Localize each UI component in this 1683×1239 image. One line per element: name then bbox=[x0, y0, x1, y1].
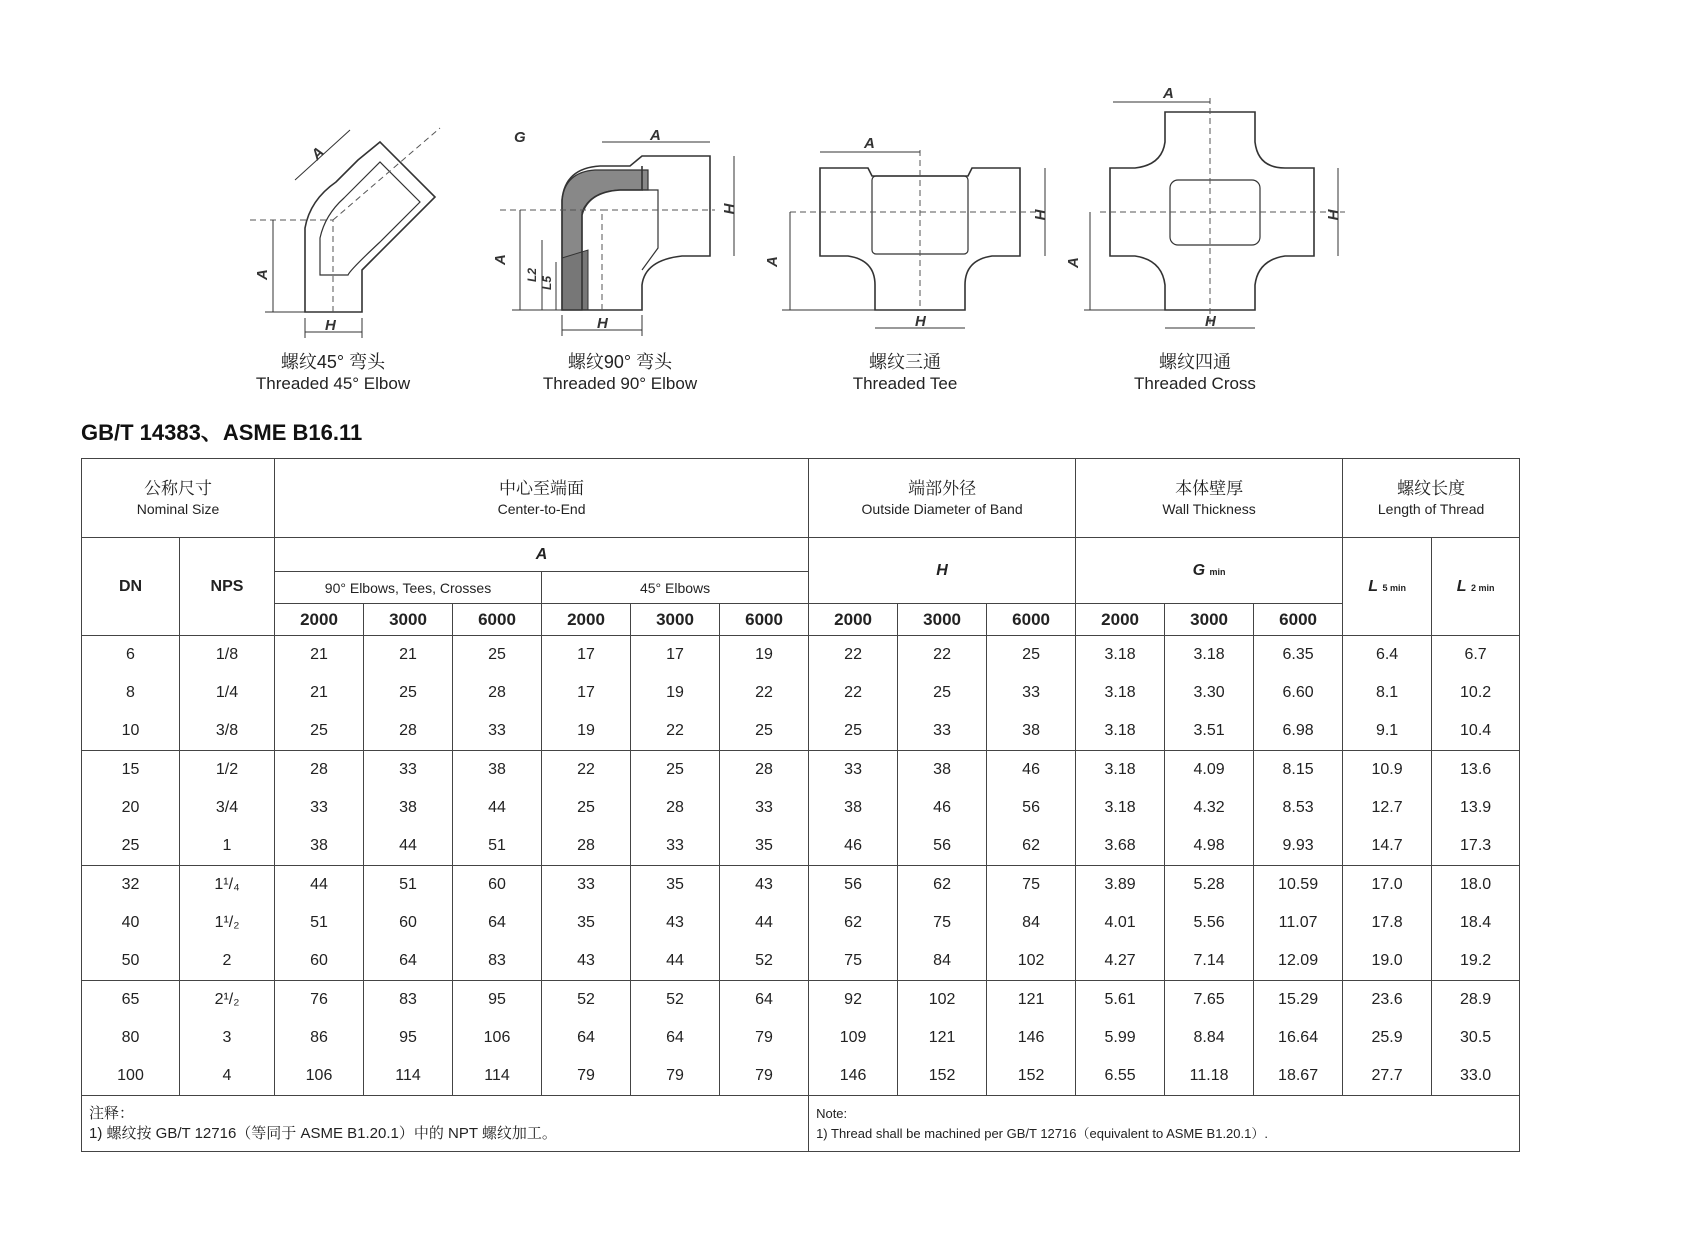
table-cell: 11.18 bbox=[1165, 1057, 1254, 1096]
table-cell: 52 bbox=[720, 942, 809, 981]
table-cell: 1/8 bbox=[180, 636, 275, 675]
table-cell: 44 bbox=[275, 866, 364, 905]
dim-l5: L5 bbox=[540, 275, 554, 290]
header-zh: 螺纹长度 bbox=[1397, 479, 1466, 498]
table-cell: 1/2 bbox=[180, 751, 275, 790]
table-cell: 10.9 bbox=[1343, 751, 1432, 790]
header-class-2: 6000 bbox=[453, 604, 542, 636]
header-en: Length of Thread bbox=[1377, 501, 1485, 517]
header-zh: 端部外径 bbox=[908, 479, 977, 498]
table-cell: 102 bbox=[898, 981, 987, 1020]
table-cell: 19 bbox=[720, 636, 809, 675]
table-cell: 62 bbox=[898, 866, 987, 905]
table-cell: 10.4 bbox=[1432, 712, 1520, 751]
table-cell: 25 bbox=[809, 712, 898, 751]
table-cell: 4.32 bbox=[1165, 789, 1254, 827]
dimension-table bbox=[81, 458, 1520, 1152]
table-cell: 52 bbox=[631, 981, 720, 1020]
table-row bbox=[82, 1057, 1520, 1096]
table-cell: 33 bbox=[898, 712, 987, 751]
table-cell: 5.61 bbox=[1076, 981, 1165, 1020]
caption-90-elbow bbox=[515, 352, 725, 394]
header-nominal-size bbox=[82, 459, 275, 538]
table-cell: 121 bbox=[987, 981, 1076, 1020]
table-cell: 33 bbox=[275, 789, 364, 827]
table-cell: 25 bbox=[453, 636, 542, 675]
table-cell: 79 bbox=[631, 1057, 720, 1096]
table-cell: 64 bbox=[542, 1019, 631, 1057]
table-cell: 6.98 bbox=[1254, 712, 1343, 751]
figure-45-elbow bbox=[240, 120, 460, 350]
table-cell: 17 bbox=[631, 636, 720, 675]
dim-h: H bbox=[325, 317, 336, 334]
table-cell: 84 bbox=[898, 942, 987, 981]
table-cell: 62 bbox=[809, 904, 898, 942]
table-cell: 8.1 bbox=[1343, 674, 1432, 712]
figure-tee bbox=[764, 130, 1060, 350]
table-cell: 22 bbox=[631, 712, 720, 751]
table-cell: 15 bbox=[82, 751, 180, 790]
caption-en: Threaded Tee bbox=[852, 374, 958, 393]
table-cell: 18.0 bbox=[1432, 866, 1520, 905]
note-zh-line: 1) 螺纹按 GB/T 12716（等同于 ASME B1.20.1）中的 NPT 螺纹加工。 bbox=[89, 1125, 557, 1142]
table-cell: 46 bbox=[898, 789, 987, 827]
caption-zh: 螺纹四通 bbox=[1159, 352, 1231, 372]
table-cell: 3.18 bbox=[1076, 712, 1165, 751]
table-cell: 25 bbox=[275, 712, 364, 751]
dim-a-top: A bbox=[1163, 85, 1174, 102]
table-cell: 18.4 bbox=[1432, 904, 1520, 942]
dim-g: G bbox=[514, 129, 526, 146]
table-cell: 102 bbox=[987, 942, 1076, 981]
table-cell: 46 bbox=[809, 827, 898, 866]
dim-a-top: A bbox=[864, 135, 875, 152]
table-cell: 51 bbox=[275, 904, 364, 942]
table-cell: 44 bbox=[720, 904, 809, 942]
header-zh: 中心至端面 bbox=[499, 479, 585, 498]
table-cell: 6.60 bbox=[1254, 674, 1343, 712]
table-cell: 100 bbox=[82, 1057, 180, 1096]
dim-a-left: A bbox=[1065, 257, 1082, 268]
table-cell: 1 bbox=[180, 827, 275, 866]
table-cell: 28.9 bbox=[1432, 981, 1520, 1020]
header-en: Wall Thickness bbox=[1162, 501, 1256, 517]
table-cell: 4 bbox=[180, 1057, 275, 1096]
table-cell: 1¹/₂ bbox=[180, 904, 275, 942]
table-row bbox=[82, 942, 1520, 981]
header-class-1: 3000 bbox=[364, 604, 453, 636]
l5-subscript: 5 min bbox=[1382, 582, 1406, 593]
table-cell: 1/4 bbox=[180, 674, 275, 712]
caption-en: Threaded 45° Elbow bbox=[255, 374, 411, 393]
table-cell: 25 bbox=[364, 674, 453, 712]
caption-45-elbow bbox=[233, 352, 433, 394]
table-cell: 35 bbox=[720, 827, 809, 866]
note-en-title: Note: bbox=[816, 1106, 848, 1121]
table-cell: 3.30 bbox=[1165, 674, 1254, 712]
dim-a-left: A bbox=[492, 254, 509, 265]
table-cell: 28 bbox=[275, 751, 364, 790]
table-cell: 106 bbox=[453, 1019, 542, 1057]
table-cell: 52 bbox=[542, 981, 631, 1020]
table-cell: 32 bbox=[82, 866, 180, 905]
table-cell: 28 bbox=[542, 827, 631, 866]
table-cell: 35 bbox=[542, 904, 631, 942]
header-zh: 本体壁厚 bbox=[1175, 479, 1244, 498]
table-row bbox=[82, 981, 1520, 1020]
table-cell: 40 bbox=[82, 904, 180, 942]
table-cell: 13.9 bbox=[1432, 789, 1520, 827]
caption-zh: 螺纹45° 弯头 bbox=[280, 352, 386, 372]
table-cell: 43 bbox=[631, 904, 720, 942]
table-cell: 64 bbox=[453, 904, 542, 942]
table-cell: 6.35 bbox=[1254, 636, 1343, 675]
table-cell: 8.15 bbox=[1254, 751, 1343, 790]
caption-zh: 螺纹90° 弯头 bbox=[567, 352, 673, 372]
table-cell: 22 bbox=[898, 636, 987, 675]
table-cell: 50 bbox=[82, 942, 180, 981]
table-row bbox=[82, 866, 1520, 905]
note-en bbox=[809, 1096, 1520, 1152]
table-cell: 33 bbox=[809, 751, 898, 790]
table-cell: 15.29 bbox=[1254, 981, 1343, 1020]
header-l5-min bbox=[1343, 538, 1432, 636]
header-class-7: 3000 bbox=[898, 604, 987, 636]
table-cell: 30.5 bbox=[1432, 1019, 1520, 1057]
table-cell: 17.0 bbox=[1343, 866, 1432, 905]
header-en: Nominal Size bbox=[136, 501, 220, 517]
standard-title: GB/T 14383、ASME B16.11 bbox=[81, 420, 363, 445]
table-cell: 3/8 bbox=[180, 712, 275, 751]
table-cell: 12.7 bbox=[1343, 789, 1432, 827]
table-cell: 17 bbox=[542, 674, 631, 712]
table-cell: 10.2 bbox=[1432, 674, 1520, 712]
table-cell: 25 bbox=[720, 712, 809, 751]
table-cell: 4.27 bbox=[1076, 942, 1165, 981]
caption-en: Threaded Cross bbox=[1134, 374, 1256, 393]
header-nps: NPS bbox=[180, 538, 275, 636]
table-cell: 38 bbox=[364, 789, 453, 827]
table-cell: 56 bbox=[898, 827, 987, 866]
table-cell: 10.59 bbox=[1254, 866, 1343, 905]
table-cell: 6.4 bbox=[1343, 636, 1432, 675]
table-cell: 28 bbox=[631, 789, 720, 827]
header-center-to-end bbox=[275, 459, 809, 538]
table-cell: 22 bbox=[809, 636, 898, 675]
table-row bbox=[82, 1019, 1520, 1057]
table-cell: 4.01 bbox=[1076, 904, 1165, 942]
table-cell: 33 bbox=[631, 827, 720, 866]
caption-en: Threaded 90° Elbow bbox=[542, 374, 698, 393]
figure-cross bbox=[1065, 85, 1370, 350]
table-cell: 33 bbox=[542, 866, 631, 905]
note-zh bbox=[82, 1096, 809, 1152]
table-cell: 3.18 bbox=[1076, 751, 1165, 790]
table-cell: 75 bbox=[987, 866, 1076, 905]
table-cell: 83 bbox=[453, 942, 542, 981]
table-cell: 19 bbox=[542, 712, 631, 751]
table-cell: 43 bbox=[542, 942, 631, 981]
table-cell: 65 bbox=[82, 981, 180, 1020]
table-cell: 3.18 bbox=[1165, 636, 1254, 675]
table-cell: 114 bbox=[364, 1057, 453, 1096]
table-row bbox=[82, 712, 1520, 751]
table-cell: 28 bbox=[453, 674, 542, 712]
table-cell: 17.8 bbox=[1343, 904, 1432, 942]
dim-l2: L2 bbox=[525, 267, 539, 282]
table-cell: 25.9 bbox=[1343, 1019, 1432, 1057]
table-cell: 3.18 bbox=[1076, 674, 1165, 712]
header-class-6: 2000 bbox=[809, 604, 898, 636]
table-cell: 60 bbox=[453, 866, 542, 905]
table-cell: 92 bbox=[809, 981, 898, 1020]
table-cell: 35 bbox=[631, 866, 720, 905]
header-class-9: 2000 bbox=[1076, 604, 1165, 636]
caption-zh: 螺纹三通 bbox=[869, 352, 941, 372]
table-cell: 46 bbox=[987, 751, 1076, 790]
table-cell: 33 bbox=[987, 674, 1076, 712]
table-cell: 2¹/₂ bbox=[180, 981, 275, 1020]
table-cell: 44 bbox=[631, 942, 720, 981]
table-cell: 3.89 bbox=[1076, 866, 1165, 905]
table-cell: 33 bbox=[720, 789, 809, 827]
table-cell: 75 bbox=[898, 904, 987, 942]
dim-h-bottom: H bbox=[915, 313, 926, 330]
header-class-5: 6000 bbox=[720, 604, 809, 636]
table-row bbox=[82, 904, 1520, 942]
header-thread-length bbox=[1343, 459, 1520, 538]
table-cell: 6.55 bbox=[1076, 1057, 1165, 1096]
figure-90-elbow bbox=[470, 127, 740, 350]
table-cell: 21 bbox=[275, 674, 364, 712]
header-en: Outside Diameter of Band bbox=[861, 501, 1023, 517]
header-en: Center-to-End bbox=[497, 501, 586, 517]
header-zh: 公称尺寸 bbox=[144, 479, 212, 498]
table-cell: 22 bbox=[809, 674, 898, 712]
table-cell: 25 bbox=[82, 827, 180, 866]
table-cell: 33.0 bbox=[1432, 1057, 1520, 1096]
table-cell: 109 bbox=[809, 1019, 898, 1057]
table-row bbox=[82, 827, 1520, 866]
table-cell: 19.2 bbox=[1432, 942, 1520, 981]
table-cell: 43 bbox=[720, 866, 809, 905]
table-cell: 38 bbox=[809, 789, 898, 827]
header-dn: DN bbox=[82, 538, 180, 636]
caption-cross bbox=[1100, 352, 1290, 394]
table-cell: 84 bbox=[987, 904, 1076, 942]
table-cell: 3/4 bbox=[180, 789, 275, 827]
table-cell: 3.68 bbox=[1076, 827, 1165, 866]
table-row bbox=[82, 674, 1520, 712]
table-cell: 22 bbox=[542, 751, 631, 790]
table-cell: 121 bbox=[898, 1019, 987, 1057]
table-cell: 146 bbox=[809, 1057, 898, 1096]
header-class-3: 2000 bbox=[542, 604, 631, 636]
table-cell: 64 bbox=[631, 1019, 720, 1057]
caption-tee bbox=[810, 352, 1000, 394]
header-class-11: 6000 bbox=[1254, 604, 1343, 636]
table-cell: 25 bbox=[898, 674, 987, 712]
table-cell: 21 bbox=[275, 636, 364, 675]
table-cell: 12.09 bbox=[1254, 942, 1343, 981]
table-cell: 79 bbox=[720, 1057, 809, 1096]
note-zh-title: 注释： bbox=[89, 1105, 135, 1122]
table-cell: 6 bbox=[82, 636, 180, 675]
header-class-10: 3000 bbox=[1165, 604, 1254, 636]
table-cell: 3 bbox=[180, 1019, 275, 1057]
table-cell: 28 bbox=[364, 712, 453, 751]
table-cell: 3.18 bbox=[1076, 789, 1165, 827]
table-cell: 17.3 bbox=[1432, 827, 1520, 866]
header-l2-min bbox=[1432, 538, 1520, 636]
table-row bbox=[82, 751, 1520, 790]
table-cell: 16.64 bbox=[1254, 1019, 1343, 1057]
table-cell: 95 bbox=[453, 981, 542, 1020]
l5-symbol: L bbox=[1368, 577, 1378, 595]
table-cell: 38 bbox=[453, 751, 542, 790]
table-cell: 106 bbox=[275, 1057, 364, 1096]
table-cell: 5.56 bbox=[1165, 904, 1254, 942]
dim-h-bottom: H bbox=[1205, 313, 1216, 330]
table-cell: 25 bbox=[542, 789, 631, 827]
dim-a-vertical: A bbox=[254, 269, 271, 280]
table-cell: 33 bbox=[364, 751, 453, 790]
table-cell: 8 bbox=[82, 674, 180, 712]
dim-h-right: H bbox=[1324, 209, 1341, 220]
table-cell: 44 bbox=[453, 789, 542, 827]
g-symbol: G bbox=[1192, 561, 1206, 579]
table-cell: 11.07 bbox=[1254, 904, 1343, 942]
table-row bbox=[82, 789, 1520, 827]
table-cell: 152 bbox=[898, 1057, 987, 1096]
table-cell: 25 bbox=[631, 751, 720, 790]
table-cell: 27.7 bbox=[1343, 1057, 1432, 1096]
table-cell: 44 bbox=[364, 827, 453, 866]
table-cell: 114 bbox=[453, 1057, 542, 1096]
table-row bbox=[82, 636, 1520, 675]
table-cell: 4.98 bbox=[1165, 827, 1254, 866]
table-cell: 9.93 bbox=[1254, 827, 1343, 866]
table-cell: 62 bbox=[987, 827, 1076, 866]
table-cell: 51 bbox=[364, 866, 453, 905]
table-cell: 8.84 bbox=[1165, 1019, 1254, 1057]
table-cell: 9.1 bbox=[1343, 712, 1432, 751]
table-cell: 3.18 bbox=[1076, 636, 1165, 675]
table-cell: 25 bbox=[987, 636, 1076, 675]
table-cell: 60 bbox=[364, 904, 453, 942]
table-cell: 146 bbox=[987, 1019, 1076, 1057]
header-class-0: 2000 bbox=[275, 604, 364, 636]
table-cell: 33 bbox=[453, 712, 542, 751]
table-cell: 14.7 bbox=[1343, 827, 1432, 866]
table-cell: 19.0 bbox=[1343, 942, 1432, 981]
table-cell: 6.7 bbox=[1432, 636, 1520, 675]
table-cell: 38 bbox=[898, 751, 987, 790]
table-cell: 64 bbox=[364, 942, 453, 981]
table-cell: 19 bbox=[631, 674, 720, 712]
l2-subscript: 2 min bbox=[1470, 582, 1495, 593]
table-cell: 7.65 bbox=[1165, 981, 1254, 1020]
table-cell: 56 bbox=[987, 789, 1076, 827]
table-cell: 22 bbox=[720, 674, 809, 712]
g-subscript: min bbox=[1209, 566, 1226, 577]
header-a-symbol: A bbox=[275, 538, 809, 572]
dim-a-top: A bbox=[650, 127, 661, 144]
table-cell: 4.09 bbox=[1165, 751, 1254, 790]
table-cell: 17 bbox=[542, 636, 631, 675]
dim-a-left: A bbox=[764, 256, 781, 267]
table-cell: 20 bbox=[82, 789, 180, 827]
table-cell: 10 bbox=[82, 712, 180, 751]
table-cell: 8.53 bbox=[1254, 789, 1343, 827]
header-a-90: 90° Elbows, Tees, Crosses bbox=[275, 572, 542, 604]
table-cell: 80 bbox=[82, 1019, 180, 1057]
table-cell: 38 bbox=[987, 712, 1076, 751]
table-cell: 51 bbox=[453, 827, 542, 866]
table-cell: 38 bbox=[275, 827, 364, 866]
dim-a-diagonal: A bbox=[308, 143, 328, 164]
l2-symbol: L bbox=[1456, 577, 1467, 595]
table-cell: 95 bbox=[364, 1019, 453, 1057]
header-h-symbol: H bbox=[809, 538, 1076, 604]
table-cell: 18.67 bbox=[1254, 1057, 1343, 1096]
table-cell: 79 bbox=[542, 1057, 631, 1096]
table-cell: 1¹/₄ bbox=[180, 866, 275, 905]
dim-h-bottom: H bbox=[597, 315, 608, 332]
table-cell: 23.6 bbox=[1343, 981, 1432, 1020]
header-class-4: 3000 bbox=[631, 604, 720, 636]
table-cell: 76 bbox=[275, 981, 364, 1020]
table-cell: 64 bbox=[720, 981, 809, 1020]
table-cell: 7.14 bbox=[1165, 942, 1254, 981]
table-cell: 86 bbox=[275, 1019, 364, 1057]
table-cell: 21 bbox=[364, 636, 453, 675]
header-class-8: 6000 bbox=[987, 604, 1076, 636]
note-en-line: 1) Thread shall be machined per GB/T 12716（equivalent to ASME B1.20.1）. bbox=[816, 1126, 1268, 1141]
table-cell: 28 bbox=[720, 751, 809, 790]
table-cell: 5.28 bbox=[1165, 866, 1254, 905]
dim-h-right: H bbox=[720, 203, 737, 214]
header-g-min bbox=[1076, 538, 1343, 604]
header-outside-diameter bbox=[809, 459, 1076, 538]
dim-h-right: H bbox=[1031, 209, 1048, 220]
table-cell: 83 bbox=[364, 981, 453, 1020]
header-wall-thickness bbox=[1076, 459, 1343, 538]
table-cell: 2 bbox=[180, 942, 275, 981]
table-cell: 56 bbox=[809, 866, 898, 905]
table-cell: 13.6 bbox=[1432, 751, 1520, 790]
table-cell: 79 bbox=[720, 1019, 809, 1057]
table-cell: 152 bbox=[987, 1057, 1076, 1096]
table-cell: 60 bbox=[275, 942, 364, 981]
header-a-45: 45° Elbows bbox=[542, 572, 809, 604]
table-cell: 3.51 bbox=[1165, 712, 1254, 751]
table-cell: 75 bbox=[809, 942, 898, 981]
table-cell: 5.99 bbox=[1076, 1019, 1165, 1057]
